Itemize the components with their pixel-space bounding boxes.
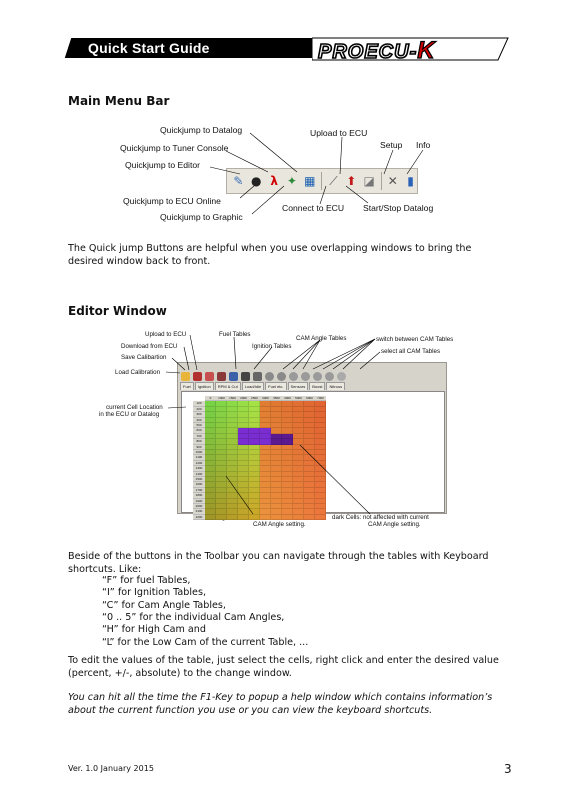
cam-angle-icon[interactable] <box>265 372 274 381</box>
table-col-header: 0 <box>205 396 216 401</box>
upload-ecu-icon[interactable]: ⬆ <box>346 174 357 188</box>
table-col-header: 3000 <box>260 396 271 401</box>
page-number: 3 <box>504 762 512 776</box>
table-row-header: 1600 <box>193 482 205 487</box>
connect-ecu-icon[interactable]: ⟋ <box>329 173 338 188</box>
callout-upload-ecu: Upload to ECU <box>310 128 368 138</box>
callout-editor-download: Download from ECU <box>121 343 178 350</box>
shortcuts-intro: Beside of the buttons in the Toolbar you can navigate through the tables with Keyboard shortcuts. Like: <box>68 551 489 575</box>
table-cell[interactable] <box>216 515 227 520</box>
table-cell[interactable] <box>293 515 304 520</box>
callout-editor-select-all: select all CAM Tables <box>381 348 441 355</box>
table-row-header: 800 <box>193 439 205 444</box>
setup-tools-icon[interactable]: ✕ <box>387 174 398 188</box>
table-row-header: 1400 <box>193 472 205 477</box>
callout-editor-switch: switch between CAM Tables <box>376 336 454 343</box>
callout-quickjump-graphic: Quickjump to Graphic <box>160 212 243 222</box>
tuner-console-icon[interactable]: λ <box>270 174 278 188</box>
table-col-header: 2500 <box>249 396 260 401</box>
cam-switch-icon[interactable] <box>325 372 334 381</box>
table-cell[interactable] <box>271 515 282 520</box>
table-row-header: 1200 <box>193 461 205 466</box>
help-hint: You can hit all the time the F1-Key to popup a help window which contains information’s about the current function you use or you can view the keyboard shortcuts. <box>68 692 493 716</box>
upload-ecu-icon[interactable] <box>217 372 226 381</box>
editor-window-heading: Editor Window <box>68 304 167 318</box>
editor-tab[interactable]: Ignition <box>195 382 214 390</box>
table-row-header: 2200 <box>193 515 205 520</box>
editor-tabs <box>180 382 346 391</box>
table-row-header: 200 <box>193 407 205 412</box>
table-row-header: 1100 <box>193 455 205 460</box>
table-row-header: 2000 <box>193 504 205 509</box>
cam-switch-icon[interactable] <box>289 372 298 381</box>
shortcut-item: “0 .. 5” for the individual Cam Angles, <box>102 611 285 623</box>
main-menu-heading: Main Menu Bar <box>68 94 170 108</box>
callout-editor-ignition: Ignition Tables <box>252 343 292 350</box>
callout-info: Info <box>416 140 431 150</box>
graphic-icon[interactable]: ✦ <box>286 174 297 188</box>
table-row-header: 400 <box>193 418 205 423</box>
table-cell[interactable] <box>304 515 315 520</box>
callout-editor-cam: CAM Angle Tables <box>296 335 347 342</box>
header-title: Quick Start Guide <box>88 40 210 56</box>
footer-version: Ver. 1.0 January 2015 <box>68 764 154 773</box>
table-cell[interactable] <box>260 515 271 520</box>
table-cell[interactable] <box>205 515 216 520</box>
select-all-cam-icon[interactable] <box>337 372 346 381</box>
callout-quickjump-datalog: Quickjump to Datalog <box>160 125 243 135</box>
ecu-online-gauge-icon[interactable]: ● <box>251 174 262 188</box>
callout-quickjump-tuner: Quickjump to Tuner Console <box>120 143 229 153</box>
callout-quickjump-ecu-online: Quickjump to ECU Online <box>123 196 221 206</box>
main-menu-toolbar <box>226 168 418 194</box>
table-row-header: 600 <box>193 428 205 433</box>
callout-start-stop-datalog: Start/Stop Datalog <box>363 203 434 213</box>
datalog-chart-icon[interactable]: ▦ <box>304 174 316 188</box>
table-row-header: 100 <box>193 401 205 406</box>
table-col-header: 1000 <box>216 396 227 401</box>
callout-connect-ecu: Connect to ECU <box>282 203 345 213</box>
callout-light-cells-2: CAM Angle setting. <box>253 521 306 528</box>
editor-tab[interactable]: Fuel <box>180 382 194 390</box>
editor-toolbar <box>178 369 446 383</box>
table-col-header: 1500 <box>227 396 238 401</box>
start-stop-datalog-icon[interactable]: ◪ <box>363 174 375 188</box>
callout-dark-cells: dark Cells: not affected with current <box>332 514 429 521</box>
table-col-header: 4000 <box>282 396 293 401</box>
cam-switch-icon[interactable] <box>313 372 322 381</box>
callout-cell-location: current Cell Location <box>106 404 163 411</box>
table-row-header: 2100 <box>193 509 205 514</box>
save-calibration-icon[interactable] <box>193 372 202 381</box>
editor-pencil-icon[interactable]: ✎ <box>233 174 244 188</box>
ignition-tables-icon[interactable] <box>241 372 250 381</box>
table-row-header: 1700 <box>193 488 205 493</box>
callout-setup: Setup <box>380 140 403 150</box>
table-row-header: 300 <box>193 412 205 417</box>
callout-cell-location-2: in the ECU or Datalog <box>99 411 160 418</box>
download-ecu-icon[interactable] <box>205 372 214 381</box>
table-row-header: 500 <box>193 423 205 428</box>
table-row-header: 1000 <box>193 450 205 455</box>
table-cell[interactable] <box>282 515 293 520</box>
table-row-header: 1300 <box>193 466 205 471</box>
table-col-header: 5000 <box>293 396 304 401</box>
table-row-header: 1500 <box>193 477 205 482</box>
table-col-header: 6000 <box>304 396 315 401</box>
load-calibration-icon[interactable] <box>181 372 190 381</box>
table-cell[interactable] <box>238 515 249 520</box>
main-menu-description: The Quick jump Buttons are helpful when you use overlapping windows to bring the desired window back to front. <box>68 243 472 267</box>
table-col-header: 7000 <box>315 396 326 401</box>
editor-tab[interactable]: RPM & Cut <box>215 382 241 390</box>
cam-switch-icon[interactable] <box>301 372 310 381</box>
toolbar-separator <box>321 172 322 190</box>
callout-editor-load: Load Calibration <box>115 369 161 376</box>
callout-editor-fuel: Fuel Tables <box>219 331 251 338</box>
table-row-header: 900 <box>193 445 205 450</box>
edit-instructions: To edit the values of the table, just select the cells, right click and enter the desired value (percent, +/-, absolute) to the change window. <box>68 655 499 679</box>
shortcut-item: “L” for the Low Cam of the current Table, ... <box>102 636 309 648</box>
callout-quickjump-editor: Quickjump to Editor <box>125 160 200 170</box>
table-row-header: 700 <box>193 434 205 439</box>
toolbar-separator <box>381 172 382 190</box>
cam-angle-icon[interactable] <box>277 372 286 381</box>
table-cell[interactable] <box>227 515 238 520</box>
proecu-logo-text: PROECU-K <box>318 37 436 64</box>
fuel-tables-icon[interactable] <box>229 372 238 381</box>
table-row-header: 1900 <box>193 499 205 504</box>
editor-tab[interactable]: Nitrous <box>326 382 345 390</box>
editor-tab[interactable]: Sensors <box>288 382 309 390</box>
callout-dark-cells-2: CAM Angle setting. <box>368 521 421 528</box>
table-cell[interactable] <box>315 515 326 520</box>
table-col-header: 3500 <box>271 396 282 401</box>
callout-editor-save: Save Calibartion <box>121 354 167 361</box>
shortcut-item: “H” for High Cam and <box>102 624 206 636</box>
editor-tab[interactable]: Boost <box>309 382 325 390</box>
table-col-header: 2000 <box>238 396 249 401</box>
ignition-tables-2-icon[interactable] <box>253 372 262 381</box>
table-row-header: 1800 <box>193 493 205 498</box>
editor-tab[interactable]: Fuel etc. <box>265 382 286 390</box>
shortcut-item: “I” for Ignition Tables, <box>102 587 207 599</box>
editor-tab[interactable]: Load/Idle <box>242 382 264 390</box>
callout-editor-upload: Upload to ECU <box>145 331 187 338</box>
info-book-icon[interactable]: ▮ <box>407 174 414 188</box>
shortcut-item: “F” for fuel Tables, <box>102 575 191 586</box>
table-cell[interactable] <box>249 515 260 520</box>
shortcut-item: “C” for Cam Angle Tables, <box>102 599 226 611</box>
